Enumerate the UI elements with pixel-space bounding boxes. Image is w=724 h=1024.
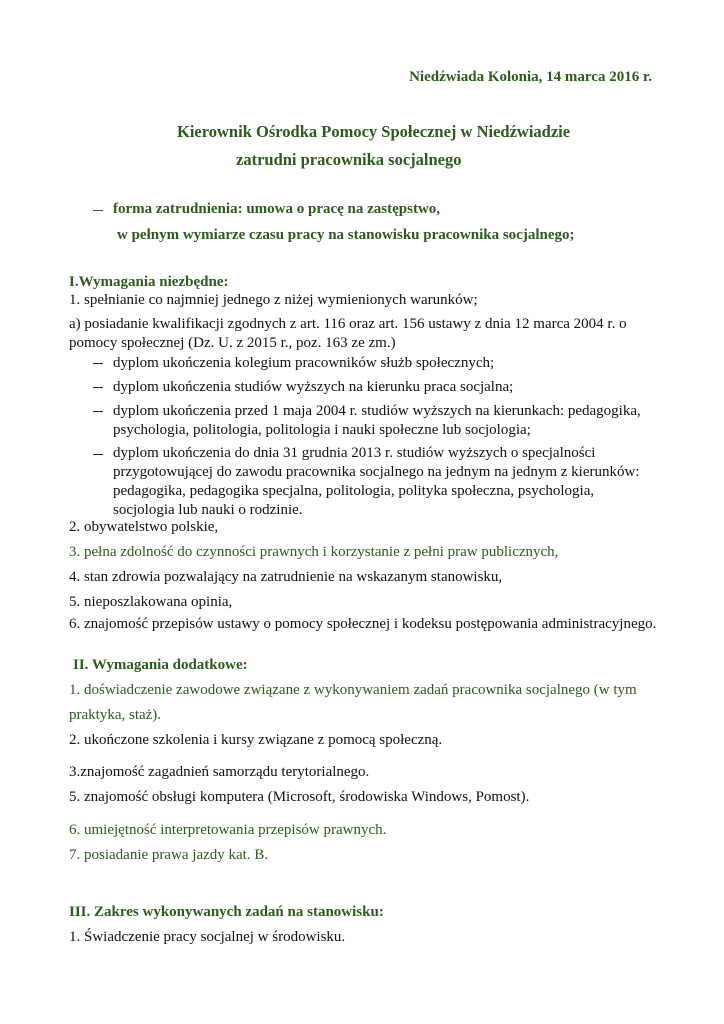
bullet-dash-3 [93,411,103,412]
section-1-item-3: 3. pełna zdolność do czynności prawnych i korzystanie z pełni praw publicznych, [69,544,559,560]
section-1-item-4: 4. stan zdrowia pozwalający na zatrudnienie na wskazanym stanowisku, [69,569,503,585]
employment-line-2: w pełnym wymiarze czasu pracy na stanowisku pracownika socjalnego; [117,227,575,243]
section-1-heading: I.Wymagania niezbędne: [69,274,229,290]
section-2-item-1-line-1: 1. doświadczenie zawodowe związane z wykonywaniem zadań pracownika socjalnego (w tym [69,682,637,698]
section-1-item-a: a) posiadanie kwalifikacji zgodnych z art. 116 oraz art. 156 ustawy z dnia 12 marca 2004 r. o pomocy społecznej (Dz. U. z 2015 r., poz. 163 ze zm.) [69,316,627,351]
employment-line-1: forma zatrudnienia: umowa o pracę na zastępstwo, [113,201,441,217]
section-3-heading: III. Zakres wykonywanych zadań na stanowisku: [69,904,384,920]
title-line-2: zatrudni pracownika socjalnego [236,150,462,169]
bullet-dash-4 [93,454,103,455]
bullet-item-3: dyplom ukończenia przed 1 maja 2004 r. studiów wyższych na kierunkach: pedagogika, psychologia, politologia, politologia i nauki społeczne lub socjologia; [113,403,641,438]
section-1-item-5: 5. nieposzlakowana opinia, [69,594,233,610]
bullet-dash-1 [93,363,103,364]
title-line-1: Kierownik Ośrodka Pomocy Społecznej w Niedźwiadzie [177,122,571,141]
bullet-item-1: dyplom ukończenia kolegium pracowników służb społecznych; [113,355,495,371]
bullet-item-2: dyplom ukończenia studiów wyższych na kierunku praca socjalna; [113,379,514,395]
bullet-item-4: dyplom ukończenia do dnia 31 grudnia 2013 r. studiów wyższych o specjalności przygotowującej do zawodu pracownika socjalnego na jednym na jednym z kierunków: pedagogika, pedagogika specjalna, politologia, polityka społeczna, psychologia, socjologia lub nauki o rodzinie. [113,445,640,518]
section-2-item-7: 7. posiadanie prawa jazdy kat. B. [69,847,269,863]
section-2-item-3: 3.znajomość zagadnień samorządu terytorialnego. [69,764,370,780]
section-1-item-1: 1. spełnianie co najmniej jednego z niżej wymienionych warunków; [69,292,478,308]
bullet-dash-2 [93,387,103,388]
employment-dash [93,210,103,211]
section-2-heading: II. Wymagania dodatkowe: [73,657,248,673]
section-1-item-2: 2. obywatelstwo polskie, [69,519,219,535]
section-2-item-2: 2. ukończone szkolenia i kursy związane z pomocą społeczną. [69,732,443,748]
section-2-item-1-line-2: praktyka, staż). [69,707,162,723]
document-date: Niedźwiada Kolonia, 14 marca 2016 r. [409,69,652,85]
section-3-item-1: 1. Świadczenie pracy socjalnej w środowisku. [69,929,346,945]
section-2-item-5: 5. znajomość obsługi komputera (Microsoft, środowiska Windows, Pomost). [69,789,530,805]
section-1-item-6: 6. znajomość przepisów ustawy o pomocy społecznej i kodeksu postępowania administracyjnego. [69,616,657,632]
section-2-item-6: 6. umiejętność interpretowania przepisów prawnych. [69,822,387,838]
